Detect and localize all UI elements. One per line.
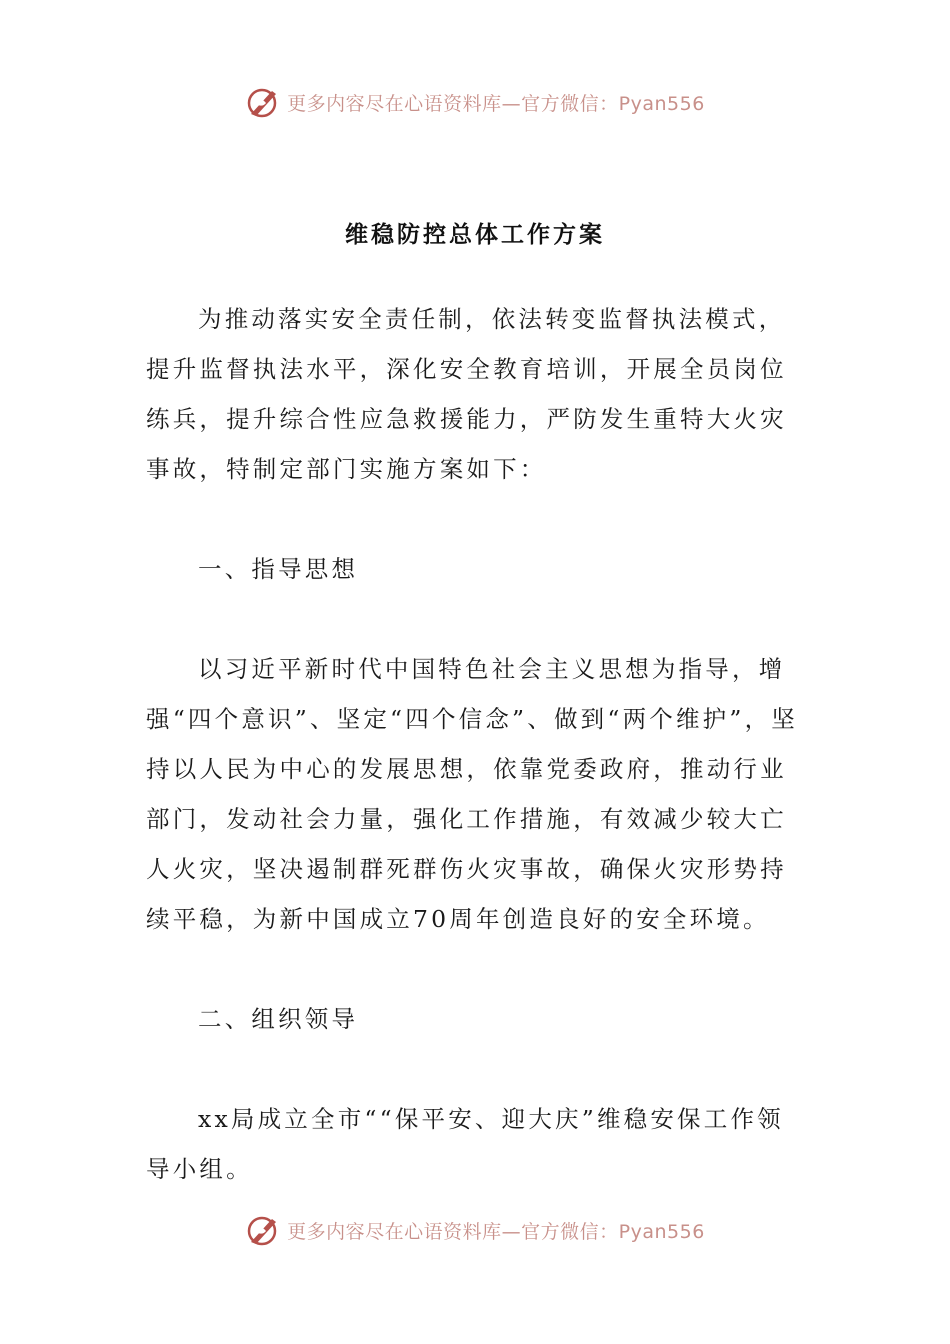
section-body-organization: xx局成立全市““保平安、迎大庆”维稳安保工作领导小组。 — [146, 1105, 784, 1183]
section-heading-organization: 二、组织领导 — [198, 1005, 359, 1033]
watermark-banner-bottom — [0, 1212, 950, 1248]
intro-paragraph: 为推动落实安全责任制，依法转变监督执法模式，提升监督执法水平，深化安全教育培训，开展全员岗位练兵，提升综合性应急救援能力，严防发生重特大火灾事故，特制定部门实施方案如下： — [146, 305, 787, 483]
watermark-text: 更多内容尽在心语资料库—官方微信：Pyan556 — [287, 92, 705, 115]
document-body — [146, 294, 806, 1194]
watermark-text: 更多内容尽在心语资料库—官方微信：Pyan556 — [287, 1220, 705, 1243]
section-heading-guiding-ideology: 一、指导思想 — [198, 555, 359, 583]
document-title: 维稳防控总体工作方案 — [345, 222, 605, 248]
section-body-guiding-ideology: 以习近平新时代中国特色社会主义思想为指导，增强“四个意识”、坚定“四个信念”、做到“两个维护”，坚持以人民为中心的发展思想，依靠党委政府，推动行业部门，发动社会力量，强化工作措施，有效减少较大亡人火灾，坚决遏制群死群伤火灾事故，确保火灾形势持续平稳，为新中国成立70周年创造良好的安全环境。 — [146, 655, 798, 933]
watermark-banner-top — [0, 84, 950, 120]
pen-circle-logo-icon — [245, 1212, 281, 1248]
pen-circle-logo-icon — [245, 84, 281, 120]
